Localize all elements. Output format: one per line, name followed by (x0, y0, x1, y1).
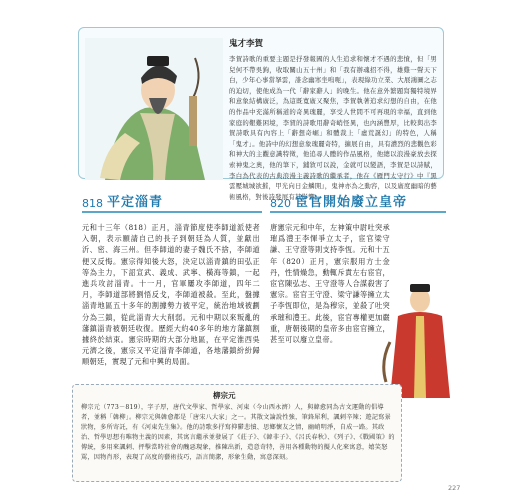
feature-box-liu-zongyuan (72, 384, 402, 482)
section-title: 宦官開始廢立皇帝 (295, 195, 408, 210)
top-box-title: 鬼才李賀 (229, 39, 264, 49)
bottom-box-title: 柳宗元 (213, 391, 236, 400)
section-header-820 (270, 193, 446, 213)
section-body-818: 元和十三年（818）正月，淄青節度使李師道派使者入朝，表示願請自己的長子到朝廷為人質，並獻出沂、密、海三州。但李師道的妻子魏氏不捨，李師道便又反悔。憲宗得知後大怒，決定以淄青鎮的田弘正等為主力，下詔宣武、義成、武寧、橫海等鎮，一起進兵攻討淄青。十一月，官軍屢攻李師道，四年二月，李師道部將劉悟反戈，李師道被殺。至此，盤據淄青地區五十多年的割據勢力被平定，統治地域被劃分為三鎮，從此淄青大大削弱。元和中期以來叛亂的藩鎮淄青被朝廷收復。歷經大約40多年的地方藩鎮割據終於結束。憲宗時期的大部分地區，在平定淮西吳元濟之後，憲宗又平定淄青李師道，各地藩鎮紛紛歸順朝廷，實現了元和中興的局面。 (82, 223, 260, 367)
top-box-text: 李賀詩歌的重要主題是抒發報國的人生追求和懷才不遇的悲憤，但「男兒何不帶吳鉤，收取關山五十州」和「我有辦魂招不得，雄雞一聲天下白，少年心事當拏雲，誰念幽寒坐嗚呃」，表現綠功立業、大展鴻圖之志的迫切，使他成為一代「辭家辭人」的晚生。他在意外繁題寫獨特境界和意象結構廣泛，為這既寬廣又聚焦，李賀執著追求幻想的自由，在他的作品中充滿所稱道的奇異瑰麗，享受人世間不可再現的幸福，直到他家庭的艱難困境，李賀的詩歌用辭奇峭怪異，也內涵豐厚，比較與出李賀詩歌具有內容上「辭想奇崛」和體裁上「虛荒誕幻」的特色，人稱「鬼才」。他詩中的幻想意象瑰麗奇特，擴展自由，具有濃烈的悲觀色彩和神大的主觀意識特徵，他追尋人體的作品風格，他總以浪漫豪放去探索神鬼之奧，他的筆下，鋪敘可以說，金就可以變語，李賀是以詩賦，李白為代表的古典浪漫主義詩歌的繼承者，他在《雁門太守行》中『黑雲壓城城欲摧，甲光向日金鱗開』，鬼神亦為之動容，以及廣度幽暗的藝術風格，對後詩發展有其影響。 (229, 55, 437, 201)
li-he-portrait-illustration (85, 38, 223, 180)
page-number: 227 (448, 484, 461, 492)
bottom-box-text: 柳宗元（773－819），字子厚，唐代文學家、哲學家、河東（今山西永濟）人，與韓愈同為古文運動的倡導者，並稱「韓柳」。柳宗元與韓愈都是「唐宋八大家」之一。其散文論說性強，筆鋒犀利，諷刺辛辣；遊記寫景狀物，多所寄託，有《河東先生集》。他的詩歌多抒寫抑鬱悲憤、思鄉懷友之情，幽峭明淨，自成一路。其政治、哲學思想有唯物主義的因素，其寓言繼承並發展了《莊子》、《韓非子》、《呂氏春秋》、《列子》、《戰國策》的傳統，多用來諷刺、抨擊當時社會的醜惡現象，推陳出新，造意奇特，善用各種動物的擬人化來寓意，嬉笑怒罵，因物肖形，表現了高度的藝術技巧，語言簡潔，形象生動，寓意深刻。 (81, 404, 395, 461)
section-number: 818 (82, 197, 103, 210)
feature-box-li-he (78, 27, 444, 201)
section-title: 平定淄青 (107, 195, 164, 210)
section-body-820: 唐憲宗元和中年，左神策中尉吐突承璀爲澧王李惲爭立太子，宦官梁守謙、王守澄等則支持李恆。元和十五年（820）正月，憲宗服用方士金丹，性情燥急，動輒斥責左右宦官，宦官陳弘志、王守澄等人合謀殺害了憲宗。宦官王守澄、梁守謙等擁立太子李恆即位，是為穆宗，並殺了吐突承璀和澧王。此後，宦官專權更加嚴重，唐朝後期的皇帝多由宦官擁立，甚至可以廢立皇帝。 (270, 223, 390, 345)
official-figure-illustration (380, 282, 454, 398)
section-header-818 (82, 193, 262, 213)
section-number: 820 (270, 197, 291, 210)
